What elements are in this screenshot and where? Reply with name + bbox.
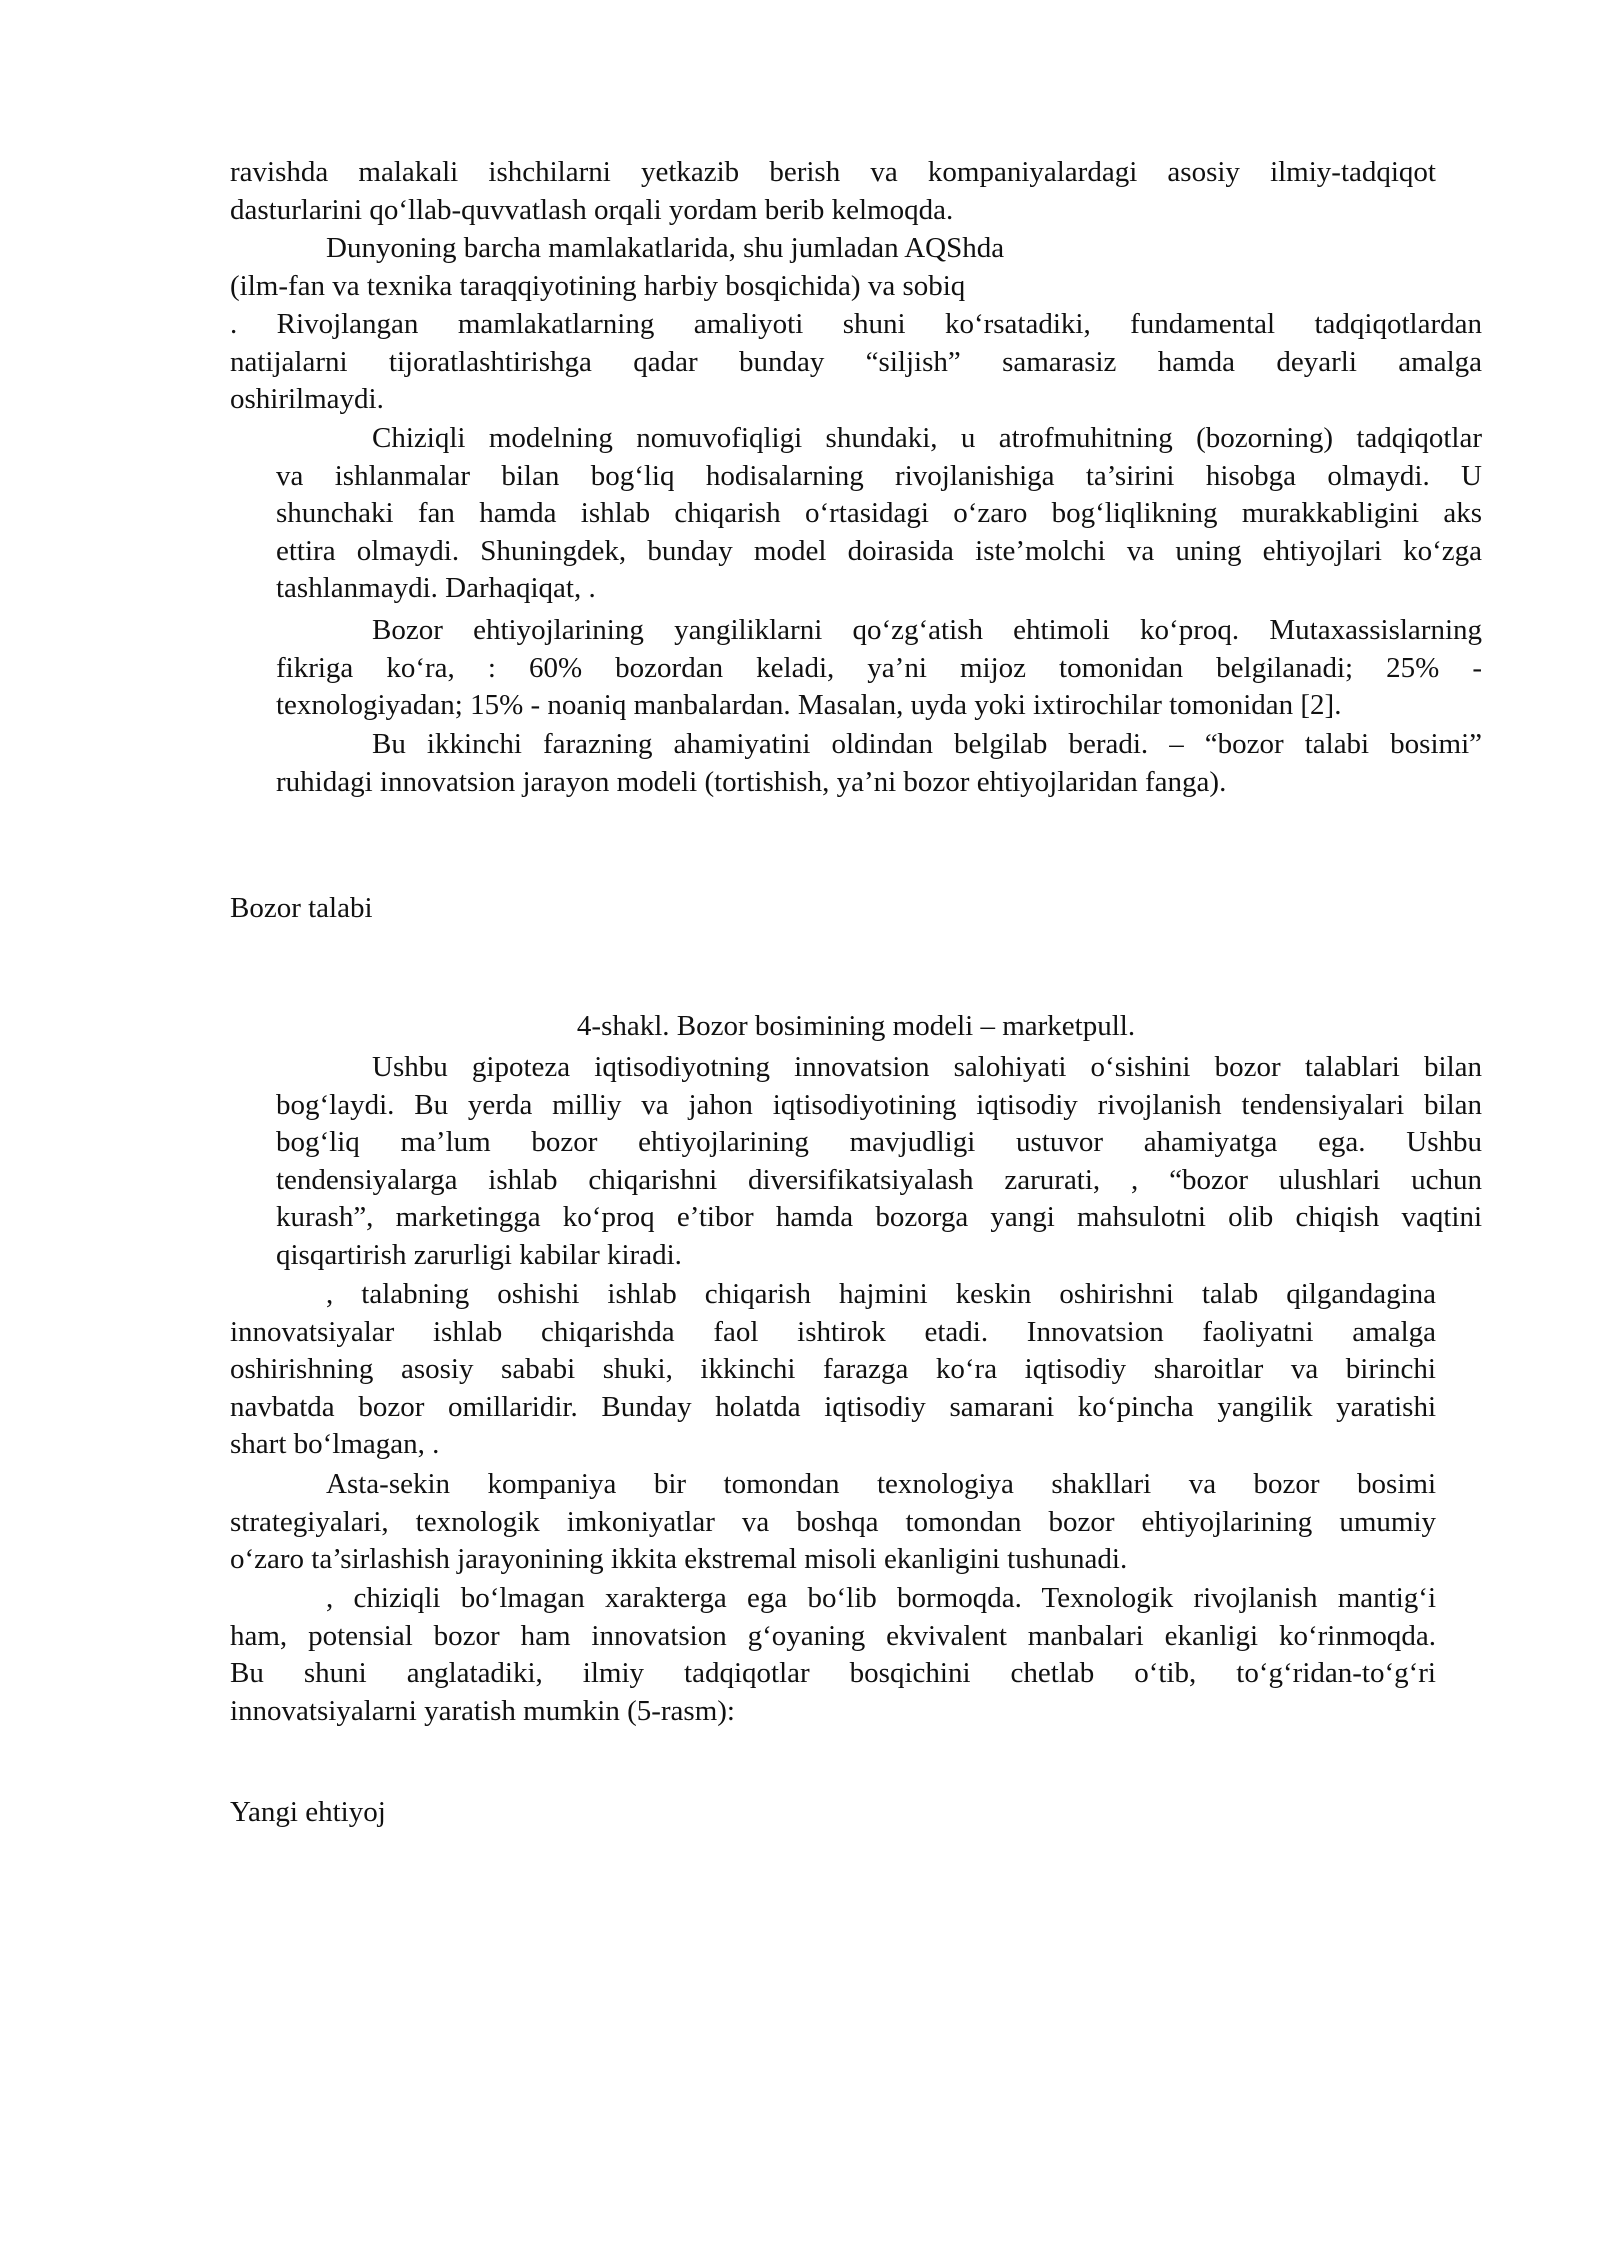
text-line: navbatda bozor omillaridir. Bunday holatda iqtisodiy samarani ko‘pincha yangilik yaratishi [230,1390,1436,1423]
text-line: ettira olmaydi. Shuningdek, bunday model doirasida iste’molchi va uning ehtiyojlari ko‘zga [276,534,1482,567]
text-line: oshirishning asosiy sababi shuki, ikkinchi farazga ko‘ra iqtisodiy sharoitlar va birinchi [230,1353,1436,1385]
text-line: Chiziqli modelning nomuvofiqligi shundaki, u atrofmuhitning (bozorning) tadqiqotlar [372,422,1482,454]
text-line: Dunyoning barcha mamlakatlarida, shu jumladan AQShda [326,232,1005,264]
paragraph-7 [276,1049,1482,1274]
text-line: ham, potensial bozor ham innovatsion g‘oyaning ekvivalent manbalari ekanligi ko‘rinmoqda. [230,1619,1436,1652]
text-line: (ilm-fan va texnika taraqqiyotining harbiy bosqichida) va sobiq [230,269,966,302]
text-line: fikriga ko‘ra, : 60% bozordan keladi, ya’ni mijoz tomonidan belgilanadi; 25% - [276,651,1482,684]
text-line: ravishda malakali ishchilarni yetkazib berish va kompaniyalardagi asosiy ilmiy-tadqiqot [230,156,1436,188]
text-line: o‘zaro ta’sirlashish jarayonining ikkita ekstremal misoli ekanligini tushunadi. [230,1543,1128,1575]
text-line: Bu ikkinchi farazning ahamiyatini oldindan belgilab beradi. – “bozor talabi bosimi” [372,728,1482,760]
text-line: tendensiyalarga ishlab chiqarishni diversifikatsiyalash zarurati, , “bozor ulushlari uchun [276,1163,1482,1196]
text-line: Ushbu gipoteza iqtisodiyotning innovatsion salohiyati o‘sishini bozor talablari bilan [372,1051,1482,1083]
paragraph-3 [230,306,1482,419]
text-line: Asta-sekin kompaniya bir tomondan texnologiya shakllari va bozor bosimi [326,1468,1436,1500]
paragraph-8 [230,1276,1436,1464]
text-line: dasturlarini qo‘llab-quvvatlash orqali yordam berib kelmoqda. [230,193,954,226]
text-line: va ishlanmalar bilan bog‘liq hodisalarning rivojlanishiga ta’sirini hisobga olmaydi. U [276,459,1482,492]
paragraph-6 [276,726,1482,801]
text-line: tashlanmaydi. Darhaqiqat, . [276,572,596,604]
text-line: , talabning oshishi ishlab chiqarish hajmini keskin oshirishni talab qilgandagina [326,1278,1436,1310]
paragraph-2 [230,230,1436,305]
text-line: , chiziqli bo‘lmagan xarakterga ega bo‘lib bormoqda. Texnologik rivojlanish mantig‘i [326,1582,1436,1614]
text-line: oshirilmaydi. [230,383,384,415]
text-line: . Rivojlangan mamlakatlarning amaliyoti shuni ko‘rsatadiki, fundamental tadqiqotlardan [230,308,1482,340]
paragraph-4 [276,420,1482,608]
text-line: strategiyalari, texnologik imkoniyatlar va boshqa tomondan bozor ehtiyojlarining umumiy [230,1505,1436,1538]
text-line: bog‘liq ma’lum bozor ehtiyojlarining mavjudligi ustuvor ahamiyatga ega. Ushbu [276,1126,1482,1158]
paragraph-10 [230,1580,1436,1730]
figure-caption: 4-shakl. Bozor bosimining modeli – marketpull. [576,1010,1136,1042]
paragraph-9 [230,1466,1436,1579]
text-line: Bozor ehtiyojlarining yangiliklarni qo‘zg‘atish ehtimoli ko‘proq. Mutaxassislarning [372,614,1482,646]
paragraph-5 [276,612,1482,725]
text-line: Bu shuni anglatadiki, ilmiy tadqiqotlar bosqichini chetlab o‘tib, to‘g‘ridan-to‘g‘ri [230,1657,1436,1689]
text-line: innovatsiyalarni yaratish mumkin (5-rasm): [230,1694,735,1727]
text-line: bog‘laydi. Bu yerda milliy va jahon iqtisodiyotining iqtisodiy rivojlanish tendensiyalari bilan [276,1088,1482,1121]
paragraph-1 [230,154,1436,229]
text-line: shunchaki fan hamda ishlab chiqarish o‘rtasidagi o‘zaro bog‘liqlikning murakkabligini aks [276,497,1482,529]
diagram-label-yangi-ehtiyoj: Yangi ehtiyoj [230,1796,386,1828]
text-line: ruhidagi innovatsion jarayon modeli (tortishish, ya’ni bozor ehtiyojlaridan fanga). [276,765,1227,798]
text-line: natijalarni tijoratlashtirishga qadar bunday “siljish” samarasiz hamda deyarli amalga [230,345,1482,378]
diagram-label-bozor-talabi: Bozor talabi [230,892,373,924]
text-line: texnologiyadan; 15% - noaniq manbalardan. Masalan, uyda yoki ixtirochilar tomonidan [2]. [276,689,1342,721]
text-line: innovatsiyalar ishlab chiqarishda faol ishtirok etadi. Innovatsion faoliyatni amalga [230,1315,1436,1348]
text-line: shart bo‘lmagan, . [230,1428,440,1460]
text-line: kurash”, marketingga ko‘proq e’tibor hamda bozorga yangi mahsulotni olib chiqish vaqtini [276,1201,1482,1233]
text-line: qisqartirish zarurligi kabilar kiradi. [276,1238,682,1271]
